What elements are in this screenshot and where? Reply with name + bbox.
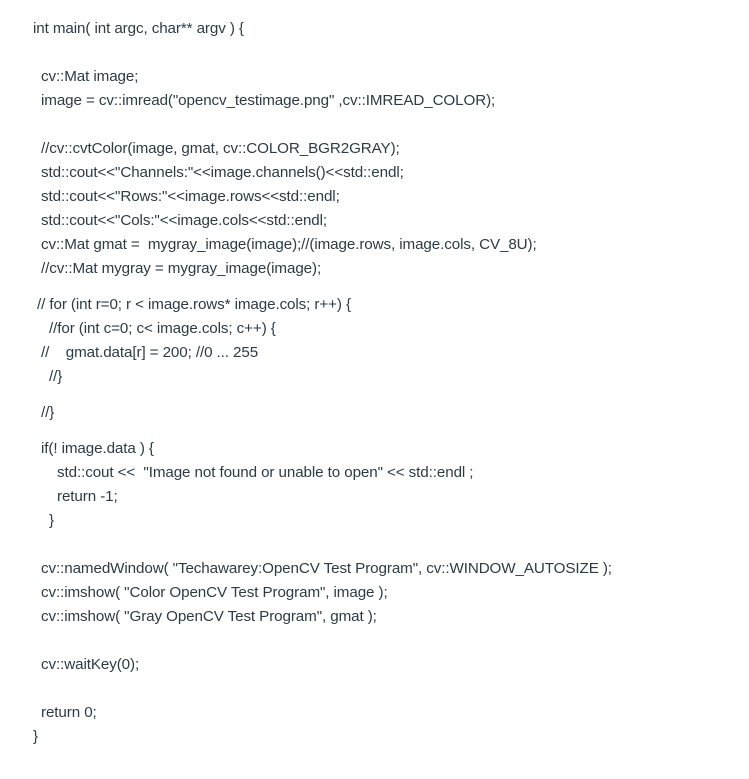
code-line: // gmat.data[r] = 200; //0 ... 255 (41, 344, 259, 361)
code-line: //} (41, 404, 55, 421)
code-line: if(! image.data ) { (41, 440, 154, 457)
code-line: //} (49, 368, 63, 385)
code-line: cv::imshow( "Color OpenCV Test Program", image ); (41, 584, 388, 601)
code-line: int main( int argc, char** argv ) { (33, 20, 244, 37)
code-line: } (49, 512, 54, 529)
code-line: cv::namedWindow( "Techawarey:OpenCV Test Program", cv::WINDOW_AUTOSIZE ); (41, 560, 612, 577)
code-line: image = cv::imread("opencv_testimage.png" ,cv::IMREAD_COLOR); (41, 92, 496, 109)
code-line: std::cout<<"Rows:"<<image.rows<<std::endl; (41, 188, 340, 205)
code-line: //cv::cvtColor(image, gmat, cv::COLOR_BGR2GRAY); (41, 140, 400, 157)
code-line: // for (int r=0; r < image.rows* image.cols; r++) { (37, 296, 351, 313)
code-line: return -1; (57, 488, 118, 505)
code-line: std::cout<<"Cols:"<<image.cols<<std::endl; (41, 212, 328, 229)
code-line: //cv::Mat mygray = mygray_image(image); (41, 260, 322, 277)
code-line: //for (int c=0; c< image.cols; c++) { (49, 320, 276, 337)
code-line: cv::waitKey(0); (41, 656, 140, 673)
code-line: cv::Mat gmat = mygray_image(image);//(image.rows, image.cols, CV_8U); (41, 236, 537, 253)
code-line: } (33, 728, 38, 745)
code-line: cv::Mat image; (41, 68, 139, 85)
code-line: return 0; (41, 704, 97, 721)
code-line: std::cout << "Image not found or unable to open" << std::endl ; (57, 464, 474, 481)
code-line: std::cout<<"Channels:"<<image.channels()<<std::endl; (41, 164, 404, 181)
code-line: cv::imshow( "Gray OpenCV Test Program", gmat ); (41, 608, 377, 625)
